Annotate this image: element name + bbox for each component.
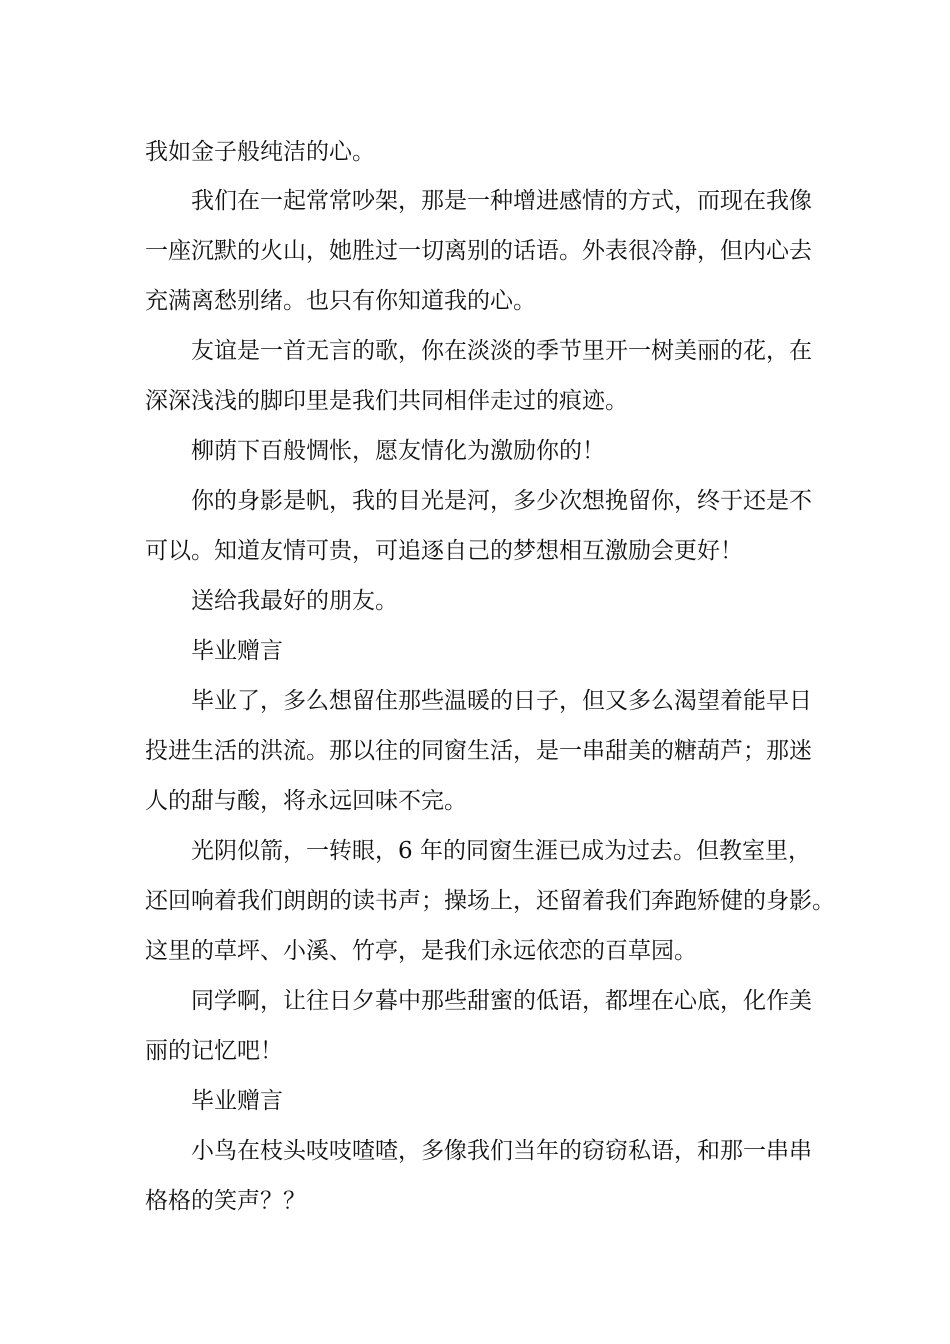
text-line: 人的甜与酸，将永远回味不完。 bbox=[145, 788, 467, 814]
text-line: 你的身影是帆，我的目光是河，多少次想挽留你，终于还是不 bbox=[191, 488, 812, 514]
text-line: 投进生活的洪流。那以往的同窗生活，是一串甜美的糖葫芦；那迷 bbox=[145, 738, 812, 764]
text-line: 丽的记忆吧！ bbox=[145, 1038, 283, 1064]
text-line: 小鸟在枝头吱吱喳喳，多像我们当年的窃窃私语，和那一串串 bbox=[191, 1138, 812, 1164]
text-line: 同学啊，让往日夕暮中那些甜蜜的低语，都埋在心底，化作美 bbox=[191, 988, 812, 1014]
text-line: 送给我最好的朋友。 bbox=[191, 588, 398, 614]
text-line: 充满离愁别绪。也只有你知道我的心。 bbox=[145, 288, 536, 314]
text-line: 这里的草坪、小溪、竹亭，是我们永远依恋的百草园。 bbox=[145, 938, 697, 964]
text-line: 可以。知道友情可贵，可追逐自己的梦想相互激励会更好！ bbox=[145, 538, 743, 564]
text-line: 还回响着我们朗朗的读书声；操场上，还留着我们奔跑矫健的身影。 bbox=[145, 888, 835, 914]
section-heading: 毕业赠言 bbox=[191, 1088, 283, 1114]
text-line: 毕业了，多么想留住那些温暖的日子，但又多么渴望着能早日 bbox=[191, 688, 812, 714]
text-line: 格格的笑声？？ bbox=[145, 1188, 306, 1214]
text-line: 深深浅浅的脚印里是我们共同相伴走过的痕迹。 bbox=[145, 388, 628, 414]
text-line: 我如金子般纯洁的心。 bbox=[145, 139, 375, 165]
text-line: 柳荫下百般惆怅，愿友情化为激励你的！ bbox=[191, 438, 605, 464]
text-line: 我们在一起常常吵架，那是一种增进感情的方式，而现在我像 bbox=[191, 188, 812, 214]
text-line: 一座沉默的火山，她胜过一切离别的话语。外表很冷静，但内心去 bbox=[145, 238, 812, 264]
text-line: 光阴似箭，一转眼，6 年的同窗生涯已成为过去。但教室里， bbox=[191, 838, 811, 864]
text-line: 友谊是一首无言的歌，你在淡淡的季节里开一树美丽的花，在 bbox=[191, 338, 812, 364]
section-heading: 毕业赠言 bbox=[191, 638, 283, 664]
